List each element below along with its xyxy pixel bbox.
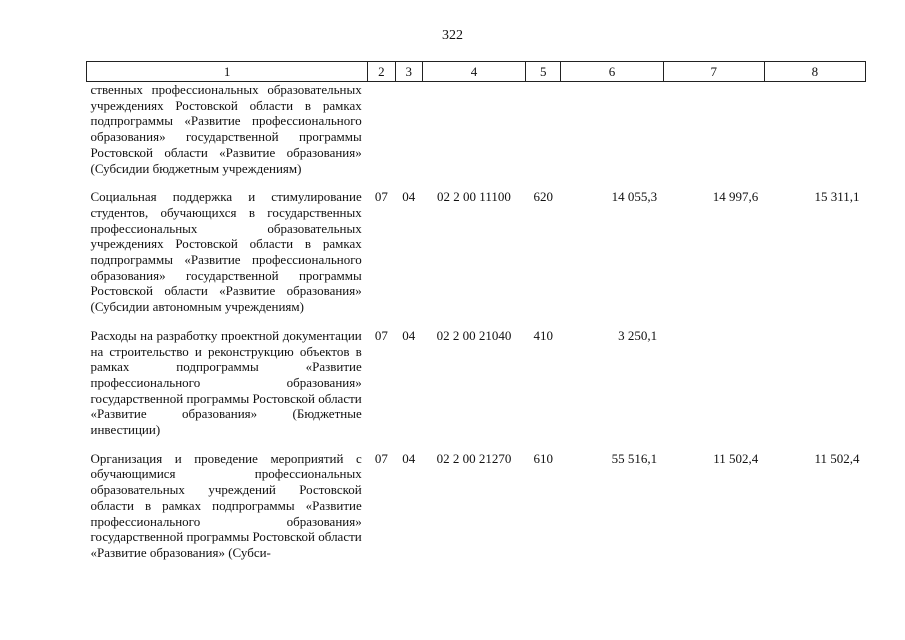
cell-amount-2 bbox=[663, 325, 764, 448]
header-row bbox=[87, 62, 866, 82]
cell-section: 07 bbox=[374, 327, 388, 343]
table-row bbox=[87, 186, 866, 325]
cell-target-article: 02 2 00 11100 bbox=[437, 189, 511, 205]
cell-amount-3 bbox=[764, 325, 865, 448]
cell-amount-1: 55 516,1 bbox=[611, 450, 658, 466]
cell-target-article: 02 2 00 21040 bbox=[436, 327, 512, 343]
cell-subsection: 04 bbox=[402, 189, 416, 205]
column-header-2: 2 bbox=[368, 62, 395, 82]
column-header-4: 4 bbox=[422, 62, 525, 82]
cell-expense-type: 610 bbox=[533, 450, 553, 466]
cell-amount-1: 14 055,3 bbox=[611, 189, 658, 205]
cell-subsection: 04 bbox=[402, 327, 416, 343]
cell-amount-2: 14 997,6 bbox=[712, 189, 759, 205]
row-description: Социальная поддержка и стимулирование студентов, обучающихся в государственных профессиональных образовательных учреждениях Ростовской области в рамках подпрограммы «Развитие профессионального образования» государственной программы Ростовской области «Развитие образования» (Субсидии автономным учреждениям) bbox=[90, 189, 362, 315]
table-row bbox=[87, 325, 866, 448]
cell-amount-3: 11 502,4 bbox=[814, 450, 860, 466]
cell-subsection bbox=[395, 82, 422, 187]
budget-table bbox=[86, 61, 866, 571]
cell-expense-type bbox=[526, 82, 561, 187]
table-row bbox=[87, 82, 866, 187]
cell-section bbox=[368, 82, 395, 187]
column-header-7: 7 bbox=[663, 62, 764, 82]
cell-target-article bbox=[422, 82, 525, 187]
cell-amount-2: 11 502,4 bbox=[713, 450, 759, 466]
column-header-3: 3 bbox=[395, 62, 422, 82]
cell-section: 07 bbox=[374, 450, 388, 466]
column-header-6: 6 bbox=[561, 62, 663, 82]
cell-expense-type: 620 bbox=[533, 189, 553, 205]
cell-amount-3: 15 311,1 bbox=[814, 189, 860, 205]
row-description: Расходы на разработку проектной документации на строительство и реконструкцию объектов в рамках подпрограммы «Развитие профессионального образования» государственной программы Ростовской области «Развитие образования» (Бюджетные инвестиции) bbox=[90, 327, 362, 438]
column-header-1: 1 bbox=[87, 62, 368, 82]
row-description: ственных профессиональных образовательных учреждениях Ростовской области в рамках подпрограммы «Развитие профессионального образования» государственной программы Ростовской области «Развитие образования» (Субсидии бюджетным учреждениям) bbox=[90, 82, 362, 176]
page-number: 322 bbox=[442, 28, 463, 43]
cell-section: 07 bbox=[374, 189, 388, 205]
column-header-5: 5 bbox=[526, 62, 561, 82]
row-description: Организация и проведение мероприятий с обучающимися профессиональных образовательных учреждений Ростовской области в рамках подпрограммы «Развитие профессионального образования» государственной программы Ростовской области «Развитие образования» (Субси- bbox=[90, 450, 362, 560]
cell-amount-1: 3 250,1 bbox=[618, 327, 658, 343]
cell-target-article: 02 2 00 21270 bbox=[436, 450, 512, 466]
cell-amount-3 bbox=[764, 82, 865, 187]
column-header-8: 8 bbox=[764, 62, 865, 82]
table-row bbox=[87, 448, 866, 571]
cell-expense-type: 410 bbox=[533, 327, 553, 343]
cell-amount-2 bbox=[663, 82, 764, 187]
cell-amount-1 bbox=[561, 82, 663, 187]
cell-subsection: 04 bbox=[402, 450, 416, 466]
